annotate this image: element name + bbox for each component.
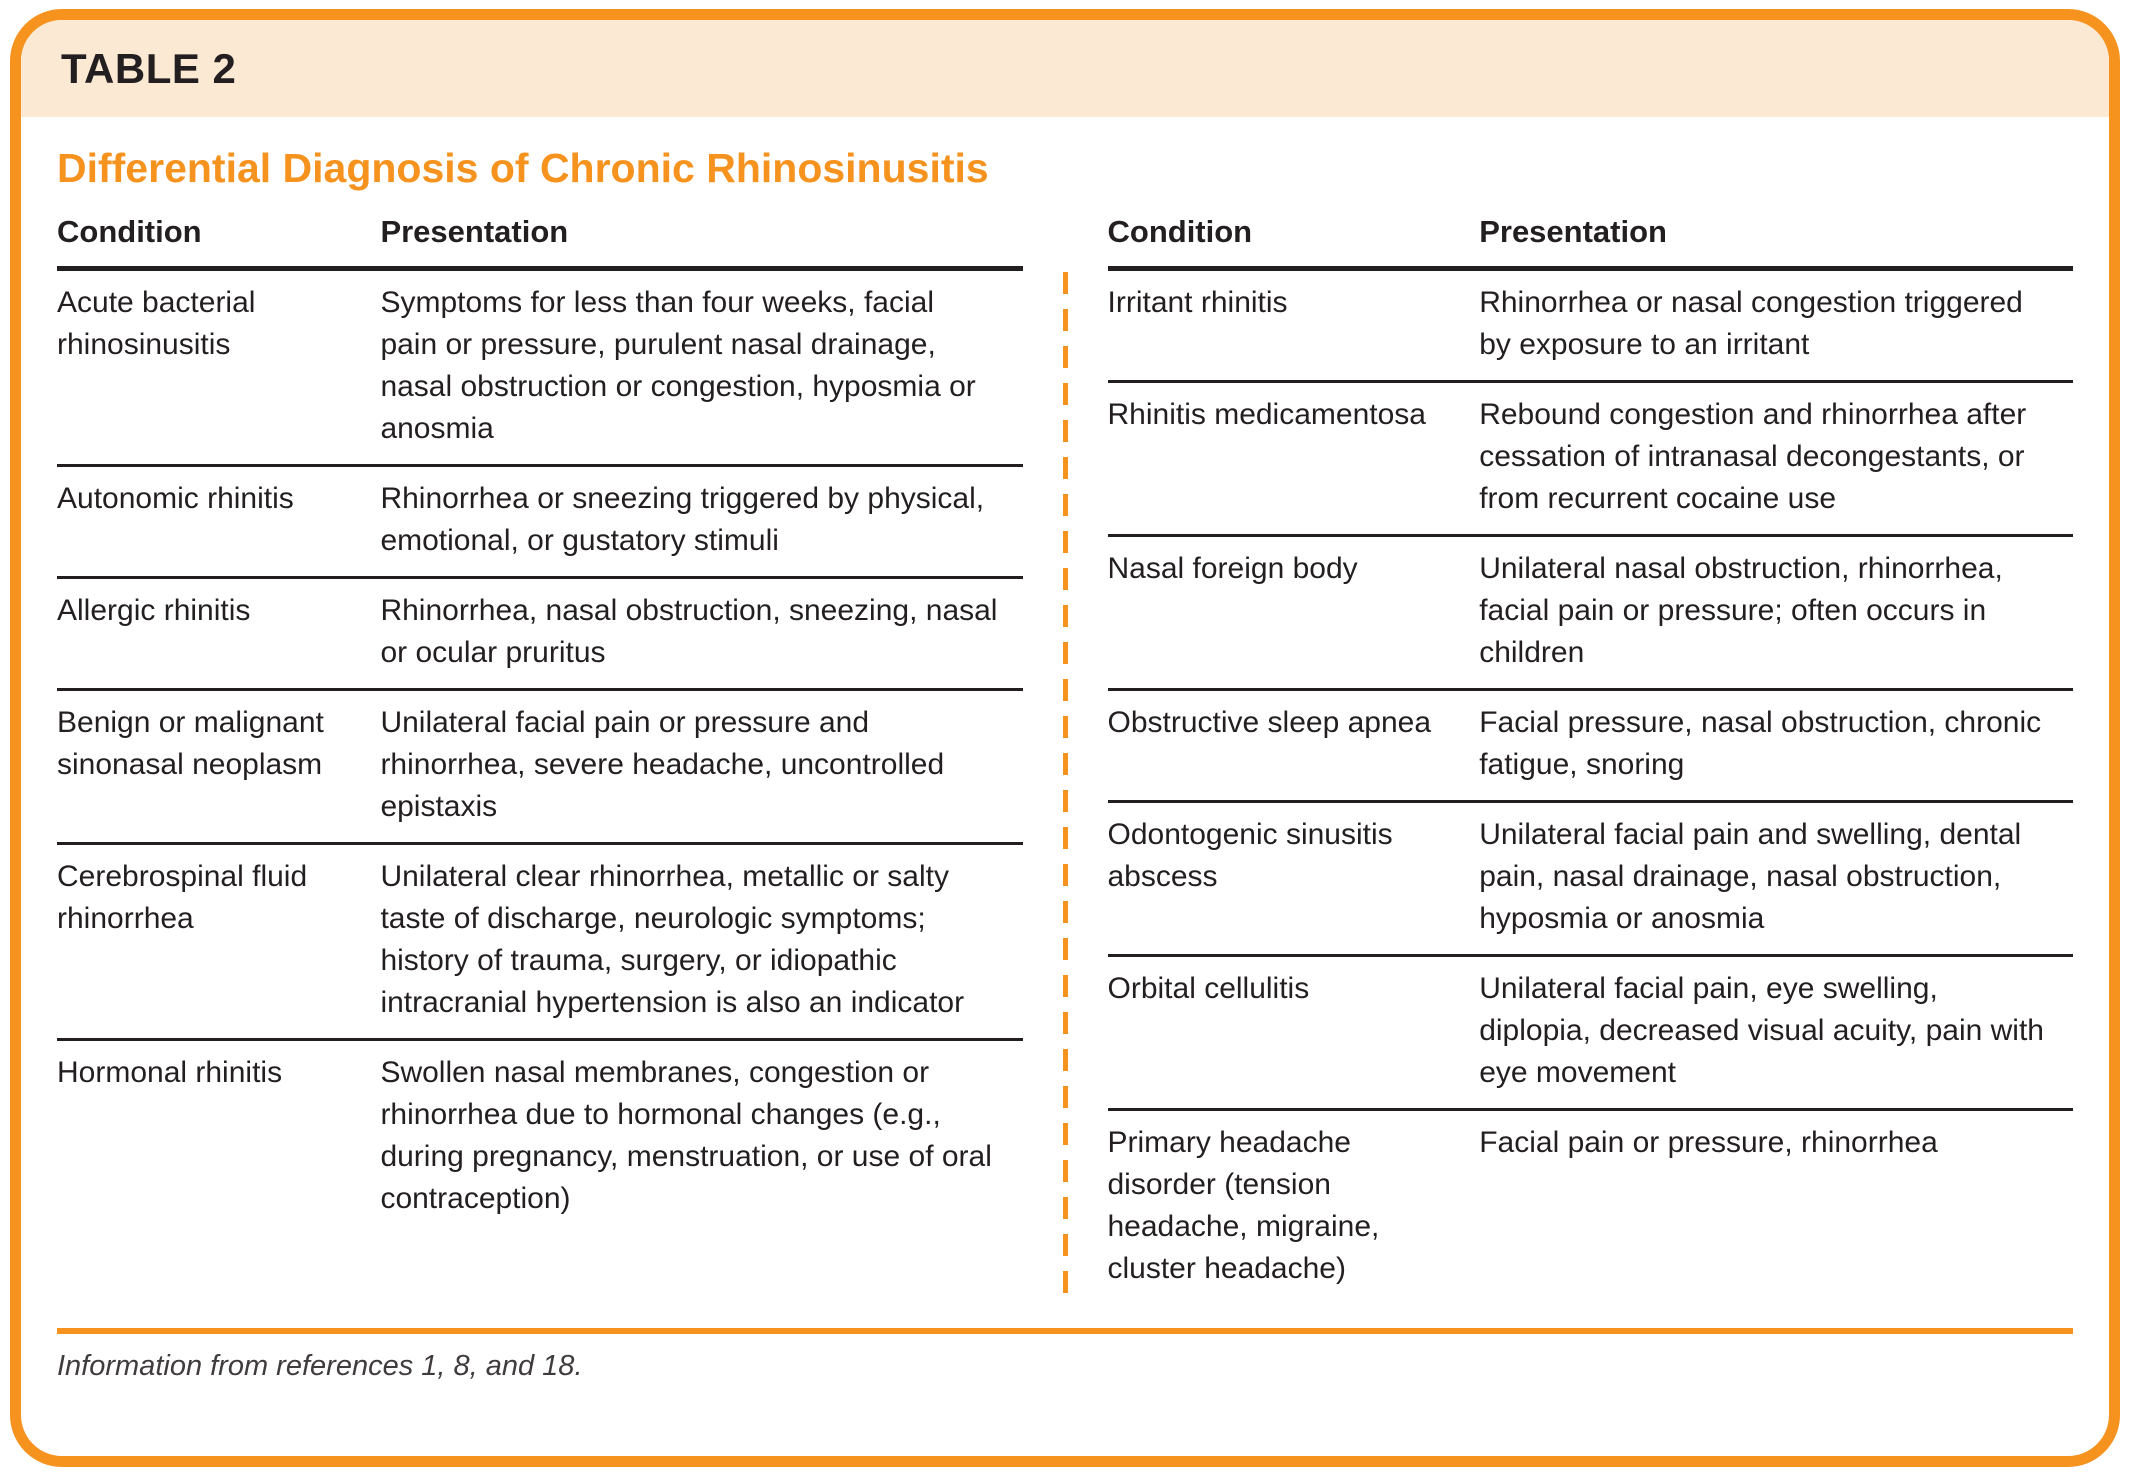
column-divider-dashed xyxy=(1063,272,1068,1304)
right-table-head xyxy=(1108,213,2074,271)
table-row xyxy=(57,271,1023,464)
condition-cell: Obstructive sleep apnea xyxy=(1107,706,1432,740)
table-columns xyxy=(57,213,2073,1328)
condition-cell: Irritant rhinitis xyxy=(1107,286,1288,320)
condition-cell: Benign or malignant sinonasal neoplasm xyxy=(57,706,324,782)
table-title: Differential Diagnosis of Chronic Rhinosinusitis xyxy=(57,145,989,191)
table-row xyxy=(57,464,1023,576)
condition-cell: Rhinitis medicamentosa xyxy=(1107,398,1426,432)
condition-header: Condition xyxy=(1107,214,1253,250)
condition-cell: Nasal foreign body xyxy=(1107,552,1358,586)
table-card xyxy=(10,9,2120,1467)
condition-cell: Acute bacterial rhinosinusitis xyxy=(57,286,256,362)
condition-cell: Odontogenic sinusitis abscess xyxy=(1107,818,1393,894)
presentation-cell: Rebound congestion and rhinorrhea after cessation of intranasal decongestants, or from recurrent cocaine use xyxy=(1479,398,2027,516)
table-row xyxy=(57,576,1023,688)
presentation-cell: Unilateral nasal obstruction, rhinorrhea, facial pain or pressure; often occurs in children xyxy=(1479,552,2003,670)
table-row xyxy=(57,1038,1023,1234)
presentation-cell: Unilateral facial pain or pressure and rhinorrhea, severe headache, uncontrolled epistaxis xyxy=(380,706,945,824)
table-row xyxy=(1108,688,2074,800)
bottom-rule xyxy=(57,1328,2073,1334)
presentation-cell: Symptoms for less than four weeks, facial pain or pressure, purulent nasal drainage, nasal obstruction or congestion, hyposmia or anosmia xyxy=(380,286,976,446)
table-row xyxy=(1108,800,2074,954)
presentation-header: Presentation xyxy=(380,214,569,250)
table-row xyxy=(57,688,1023,842)
table-row xyxy=(1108,271,2074,380)
table-row xyxy=(1108,380,2074,534)
presentation-cell: Facial pain or pressure, rhinorrhea xyxy=(1479,1126,1938,1160)
table-header-band xyxy=(21,20,2109,117)
presentation-cell: Unilateral clear rhinorrhea, metallic or salty taste of discharge, neurologic symptoms; history of trauma, surgery, or idiopathic intracranial hypertension is also an indicator xyxy=(380,860,965,1020)
presentation-cell: Rhinorrhea or nasal congestion triggered by exposure to an irritant xyxy=(1479,286,2023,362)
condition-cell: Hormonal rhinitis xyxy=(57,1056,283,1090)
table-row xyxy=(57,842,1023,1038)
presentation-cell: Facial pressure, nasal obstruction, chronic fatigue, snoring xyxy=(1479,706,2042,782)
condition-cell: Allergic rhinitis xyxy=(57,594,251,628)
presentation-header: Presentation xyxy=(1479,214,1667,250)
table-row xyxy=(1108,954,2074,1108)
footnote: Information from references 1, 8, and 18. xyxy=(57,1350,583,1383)
condition-cell: Autonomic rhinitis xyxy=(57,482,294,516)
condition-header: Condition xyxy=(57,214,202,250)
condition-cell: Cerebrospinal fluid rhinorrhea xyxy=(57,860,308,936)
presentation-cell: Swollen nasal membranes, congestion or rhinorrhea due to hormonal changes (e.g., during pregnancy, menstruation, or use of oral contraception) xyxy=(380,1056,992,1216)
presentation-cell: Unilateral facial pain, eye swelling, diplopia, decreased visual acuity, pain with eye movement xyxy=(1479,972,2044,1090)
left-table-head xyxy=(57,213,1023,271)
table-row xyxy=(1108,1108,2074,1304)
table-content xyxy=(21,144,2109,1383)
condition-cell: Orbital cellulitis xyxy=(1107,972,1310,1006)
presentation-cell: Rhinorrhea, nasal obstruction, sneezing, nasal or ocular pruritus xyxy=(380,594,998,670)
condition-cell: Primary headache disorder (tension headache, migraine, cluster headache) xyxy=(1107,1126,1380,1286)
presentation-cell: Rhinorrhea or sneezing triggered by physical, emotional, or gustatory stimuli xyxy=(380,482,985,558)
presentation-cell: Unilateral facial pain and swelling, dental pain, nasal drainage, nasal obstruction, hyposmia or anosmia xyxy=(1479,818,2022,936)
left-column-group xyxy=(57,213,1023,1304)
right-column-group xyxy=(1108,213,2074,1304)
table-row xyxy=(1108,534,2074,688)
table-number: TABLE 2 xyxy=(61,44,237,92)
